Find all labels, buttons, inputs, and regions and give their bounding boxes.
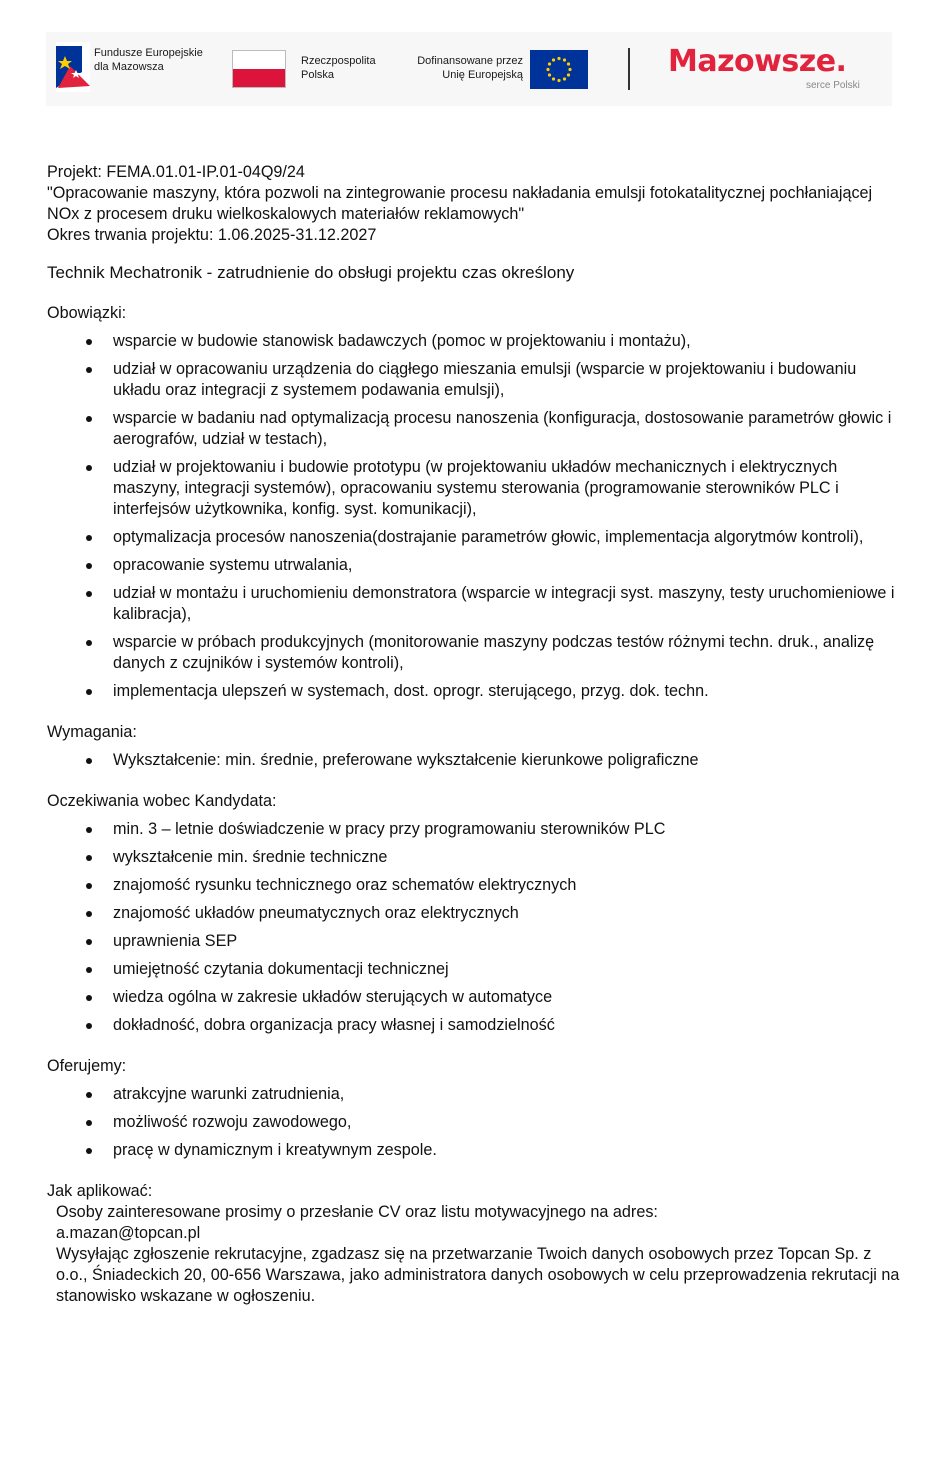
list-item: pracę w dynamicznym i kreatywnym zespole.	[113, 1140, 907, 1161]
list-item: opracowanie systemu utrwalania,	[113, 555, 907, 576]
project-code: Projekt: FEMA.01.01-IP.01-04Q9/24	[47, 163, 305, 181]
list-item: implementacja ulepszeń w systemach, dost. oprogr. sterującego, przyg. dok. techn.	[113, 681, 907, 702]
poland-flag-icon	[232, 50, 286, 88]
cofinanced-line1: Dofinansowane przez	[417, 55, 523, 67]
list-item: wykształcenie min. średnie techniczne	[113, 847, 907, 868]
requirements-heading: Wymagania:	[47, 723, 137, 741]
list-item: umiejętność czytania dokumentacji technicznej	[113, 959, 907, 980]
list-item: wiedza ogólna w zakresie układów sterujących w automatyce	[113, 987, 907, 1008]
funding-logo-bar	[46, 32, 892, 106]
list-item: uprawnienia SEP	[113, 931, 907, 952]
list-item: znajomość układów pneumatycznych oraz elektrycznych	[113, 903, 907, 924]
poland-logo-text	[301, 54, 376, 82]
list-item: możliwość rozwoju zawodowego,	[113, 1112, 907, 1133]
job-title: Technik Mechatronik - zatrudnienie do obsługi projektu czas określony	[47, 263, 575, 282]
project-duration: Okres trwania projektu: 1.06.2025-31.12.2027	[47, 226, 377, 244]
list-item: znajomość rysunku technicznego oraz schematów elektrycznych	[113, 875, 907, 896]
eu-funds-logo-text	[94, 46, 203, 74]
offer-list	[47, 1084, 907, 1161]
expectations-list	[47, 819, 907, 1036]
poland-line2: Polska	[301, 69, 335, 81]
expectations-heading: Oczekiwania wobec Kandydata:	[47, 792, 277, 810]
job-posting	[47, 162, 907, 1307]
eu-funds-star-icon	[56, 42, 90, 92]
list-item: atrakcyjne warunki zatrudnienia,	[113, 1084, 907, 1105]
apply-section	[47, 1202, 907, 1307]
duties-heading: Obowiązki:	[47, 304, 127, 322]
cofinanced-logo-text	[398, 54, 523, 82]
eu-funds-line1: Fundusze Europejskie	[94, 47, 203, 59]
list-item: optymalizacja procesów nanoszenia(dostrajanie parametrów głowic, implementacja algorytmów kontroli),	[113, 527, 907, 548]
mazowsze-logo: Mazowsze.	[668, 44, 847, 79]
mazowsze-tagline: serce Polski	[806, 80, 860, 91]
eu-flag-icon	[530, 50, 588, 89]
list-item: wsparcie w badaniu nad optymalizacją procesu nanoszenia (konfiguracja, dostosowanie parametrów głowic i aerografów, udział w testach),	[113, 408, 907, 450]
project-title: "Opracowanie maszyny, która pozwoli na zintegrowanie procesu nakładania emulsji fotokatalitycznej pochłaniającej NOx z procesem druku wielkoskalowych materiałów reklamowych"	[47, 184, 873, 223]
cofinanced-line2: Unię Europejską	[442, 69, 523, 81]
list-item: udział w opracowaniu urządzenia do ciągłego mieszania emulsji (wsparcie w projektowaniu i budowaniu układu oraz integracji z systemem podawania emulsji),	[113, 359, 907, 401]
requirements-list	[47, 750, 907, 771]
list-item: wsparcie w budowie stanowisk badawczych (pomoc w projektowaniu i montażu),	[113, 331, 907, 352]
logo-divider	[628, 48, 630, 90]
eu-funds-line2: dla Mazowsza	[94, 61, 164, 73]
list-item: udział w projektowaniu i budowie prototypu (w projektowaniu układów mechanicznych i elektrycznych maszyny, integracji systemów), opracowaniu systemu sterowania (programowanie sterowników PLC i interfejsów użytkownika, konfig. syst. komunikacji),	[113, 457, 907, 520]
offer-heading: Oferujemy:	[47, 1057, 127, 1075]
poland-line1: Rzeczpospolita	[301, 55, 376, 67]
list-item: min. 3 – letnie doświadczenie w pracy przy programowaniu sterowników PLC	[113, 819, 907, 840]
apply-email[interactable]: a.mazan@topcan.pl	[56, 1224, 201, 1242]
duties-list	[47, 331, 907, 702]
apply-consent: Wysyłając zgłoszenie rekrutacyjne, zgadzasz się na przetwarzanie Twoich danych osobowych przez Topcan Sp. z o.o., Śniadeckich 20, 00-656 Warszawa, jako administratora danych osobowych w celu przeprowadzenia rekrutacji na stanowisko wskazane w ogłoszeniu.	[56, 1245, 900, 1305]
list-item: udział w montażu i uruchomieniu demonstratora (wsparcie w integracji syst. maszyny, testy uruchomieniowe i kalibracja),	[113, 583, 907, 625]
apply-intro: Osoby zainteresowane prosimy o przesłanie CV oraz listu motywacyjnego na adres:	[56, 1203, 658, 1221]
list-item: Wykształcenie: min. średnie, preferowane wykształcenie kierunkowe poligraficzne	[113, 750, 907, 771]
list-item: wsparcie w próbach produkcyjnych (monitorowanie maszyny podczas testów różnymi techn. druk., analizę danych z czujników i systemów kontroli),	[113, 632, 907, 674]
apply-heading: Jak aplikować:	[47, 1182, 153, 1200]
list-item: dokładność, dobra organizacja pracy własnej i samodzielność	[113, 1015, 907, 1036]
